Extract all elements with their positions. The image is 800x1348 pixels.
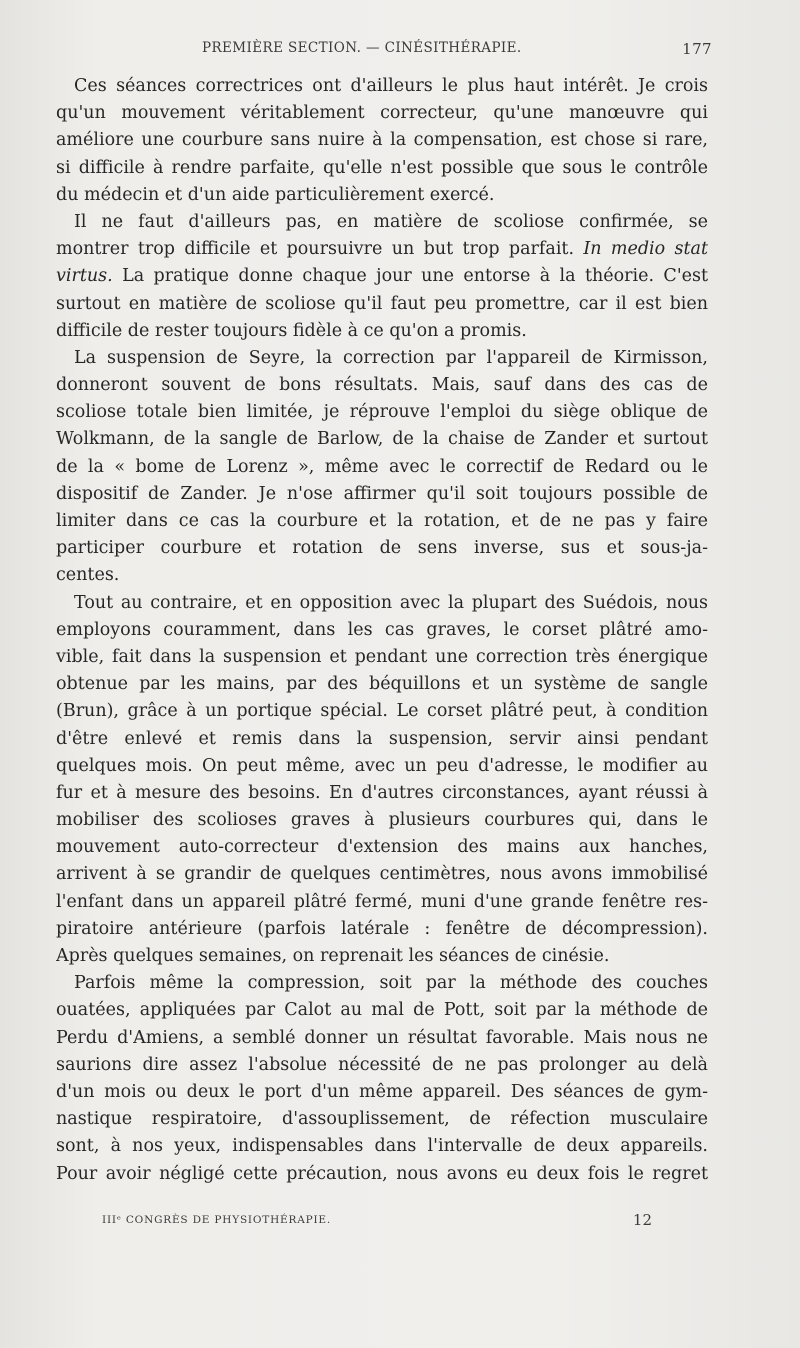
text-line: l'enfant dans un appareil plâtré fermé, muni d'une grande fenêtre res-	[56, 891, 708, 912]
footer-text: IIIᵉ CONGRÈS DE PHYSIOTHÉRAPIE.	[102, 1214, 332, 1226]
text-line: participer courbure et rotation de sens inverse, sus et sous-ja-	[56, 538, 708, 559]
latin-phrase: virtus.	[56, 266, 113, 287]
paragraph-1	[56, 73, 708, 209]
page-footer	[102, 1211, 652, 1229]
text-line: si difficile à rendre parfaite, qu'elle n'est possible que sous le contrôle	[56, 157, 708, 178]
paragraph-2	[56, 209, 708, 345]
text-line: arrivent à se grandir de quelques centimètres, nous avons immobilisé	[56, 864, 708, 885]
text-line: scoliose totale bien limitée, je réprouve l'emploi du siège oblique de	[56, 402, 708, 423]
body-text	[56, 73, 708, 1188]
text-line: fur et à mesure des besoins. En d'autres circonstances, ayant réussi à	[56, 782, 708, 803]
text-segment: La pratique donne chaque jour une entorse à la théorie. C'est	[112, 266, 708, 287]
text-line: dispositif de Zander. Je n'ose affirmer qu'il soit toujours possible de	[56, 483, 708, 504]
text-line: améliore une courbure sans nuire à la compensation, est chose si rare,	[56, 130, 708, 151]
text-line: surtout en matière de scoliose qu'il faut peu promettre, car il est bien	[56, 293, 708, 314]
signature-mark: 12	[632, 1211, 652, 1229]
paragraph-4	[56, 590, 708, 971]
paragraph-5	[56, 970, 708, 1188]
text-line: saurions dire assez l'absolue nécessité de ne pas prolonger au delà	[56, 1054, 708, 1075]
page-number: 177	[682, 40, 712, 58]
text-line: (Brun), grâce à un portique spécial. Le corset plâtré peut, à condition	[56, 701, 708, 722]
text-line: quelques mois. On peut même, avec un peu d'adresse, le modifier au	[56, 755, 708, 776]
text-line-with-italic	[56, 263, 708, 290]
text-line: Perdu d'Amiens, a semblé donner un résultat favorable. Mais nous ne	[56, 1027, 708, 1048]
text-line: limiter dans ce cas la courbure et la rotation, et de ne pas y faire	[56, 511, 708, 531]
text-line: difficile de rester toujours fidèle à ce qu'on a promis.	[56, 320, 527, 341]
text-line: Ces séances correctrices ont d'ailleurs le plus haut intérêt. Je crois	[74, 76, 708, 96]
text-line: Pour avoir négligé cette précaution, nous avons eu deux fois le regret	[56, 1163, 708, 1184]
text-line: d'être enlevé et remis dans la suspension, servir ainsi pendant	[56, 728, 708, 749]
text-line: obtenue par les mains, par des béquillons et un système de sangle	[56, 674, 708, 695]
latin-phrase: In medio stat	[583, 239, 708, 260]
text-line: mobiliser des scolioses graves à plusieurs courbures qui, dans le	[56, 810, 708, 831]
text-line: centes.	[56, 565, 120, 586]
text-line: employons couramment, dans les cas graves, le corset plâtré amo-	[56, 619, 708, 640]
text-line: vible, fait dans la suspension et pendant une correction très énergique	[56, 646, 708, 667]
text-line-with-italic	[56, 236, 708, 263]
text-line: Wolkmann, de la sangle de Barlow, de la chaise de Zander et surtout	[56, 429, 708, 450]
text-line: qu'un mouvement véritablement correcteur, qu'une manœuvre qui	[56, 103, 708, 124]
text-line: La suspension de Seyre, la correction par l'appareil de Kirmisson,	[74, 347, 708, 368]
text-line: donneront souvent de bons résultats. Mais, sauf dans des cas de	[56, 375, 708, 396]
text-line: de la « bome de Lorenz », même avec le correctif de Redard ou le	[56, 456, 708, 477]
text-line: du médecin et d'un aide particulièrement exercé.	[56, 184, 495, 205]
text-line: Il ne faut d'ailleurs pas, en matière de scoliose confirmée, se	[74, 211, 708, 232]
text-line: mouvement auto-correcteur d'extension des mains aux hanches,	[56, 837, 708, 858]
text-line: d'un mois ou deux le port d'un même appareil. Des séances de gym-	[56, 1081, 708, 1102]
text-line: Tout au contraire, et en opposition avec la plupart des Suédois, nous	[74, 592, 708, 613]
text-line: ouatées, appliquées par Calot au mal de Pott, soit par la méthode de	[56, 1000, 708, 1021]
text-segment: montrer trop difficile et poursuivre un but trop parfait.	[56, 239, 584, 260]
text-line: sont, à nos yeux, indispensables dans l'intervalle de deux appareils.	[56, 1136, 708, 1157]
running-head-title: PREMIÈRE SECTION. — CINÉSITHÉRAPIE.	[202, 40, 522, 56]
text-line: Après quelques semaines, on reprenait les séances de cinésie.	[56, 946, 610, 966]
paragraph-3	[56, 345, 708, 590]
text-line: Parfois même la compression, soit par la méthode des couches	[74, 973, 708, 994]
text-line: piratoire antérieure (parfois latérale : fenêtre de décompression).	[56, 918, 708, 939]
text-line: nastique respiratoire, d'assouplissement, de réfection musculaire	[56, 1109, 708, 1130]
